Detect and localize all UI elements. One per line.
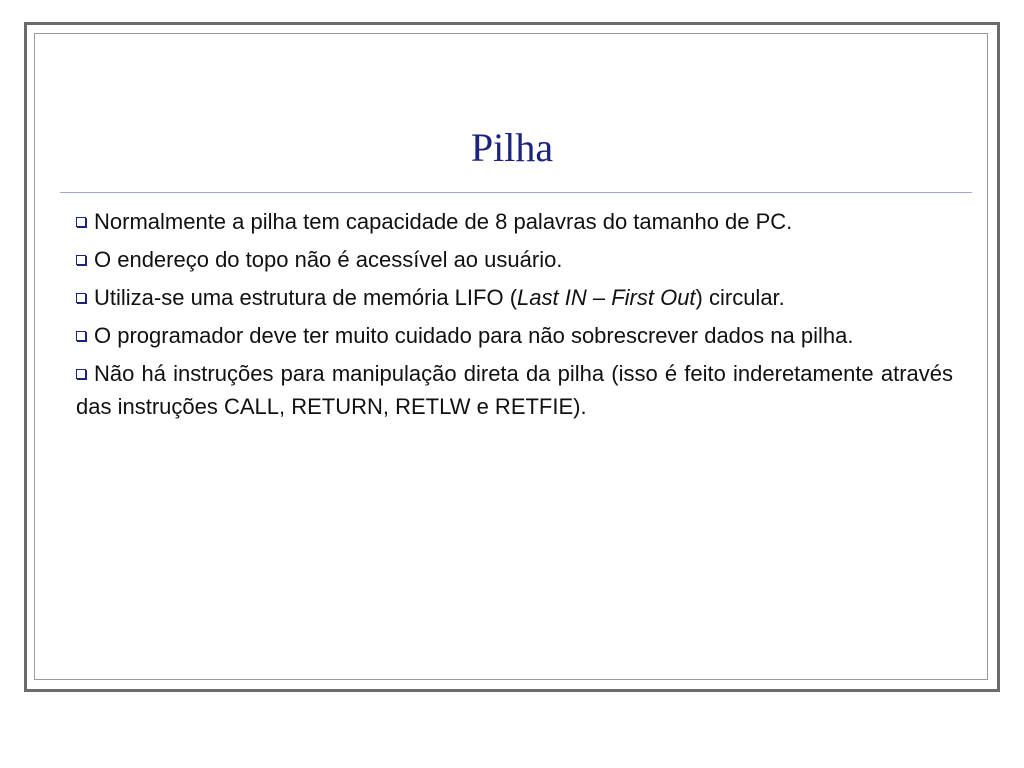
bullet-item [76,205,953,238]
bullet-text: O endereço do topo não é acessível ao usuário. [94,247,563,272]
bullet-text-prefix: Utiliza-se uma estrutura de memória LIFO ( [94,285,518,310]
hollow-square-icon [76,369,86,379]
bullet-text: Não há instruções para manipulação direta da pilha (isso é feito inderetamente através das instruções CALL, RETURN, RETLW e RETFIE). [76,361,953,419]
bullet-text-suffix: ) circular. [695,285,785,310]
hollow-square-icon [76,293,86,303]
bullet-list [76,205,953,428]
bullet-text: O programador deve ter muito cuidado para não sobrescrever dados na pilha. [94,323,854,348]
slide-title: Pilha [470,125,554,170]
hollow-square-icon [76,331,86,341]
hollow-square-icon [76,255,86,265]
hollow-square-icon [76,217,86,227]
bullet-item [76,319,953,352]
bullet-text-dash: – [586,285,612,310]
bullet-text: Normalmente a pilha tem capacidade de 8 palavras do tamanho de PC. [94,209,793,234]
bullet-text-italic: Last IN [517,285,587,310]
title-divider [60,192,972,193]
bullet-text-italic: First Out [611,285,696,310]
bullet-item [76,357,953,423]
bullet-item [76,281,953,314]
bullet-item [76,243,953,276]
